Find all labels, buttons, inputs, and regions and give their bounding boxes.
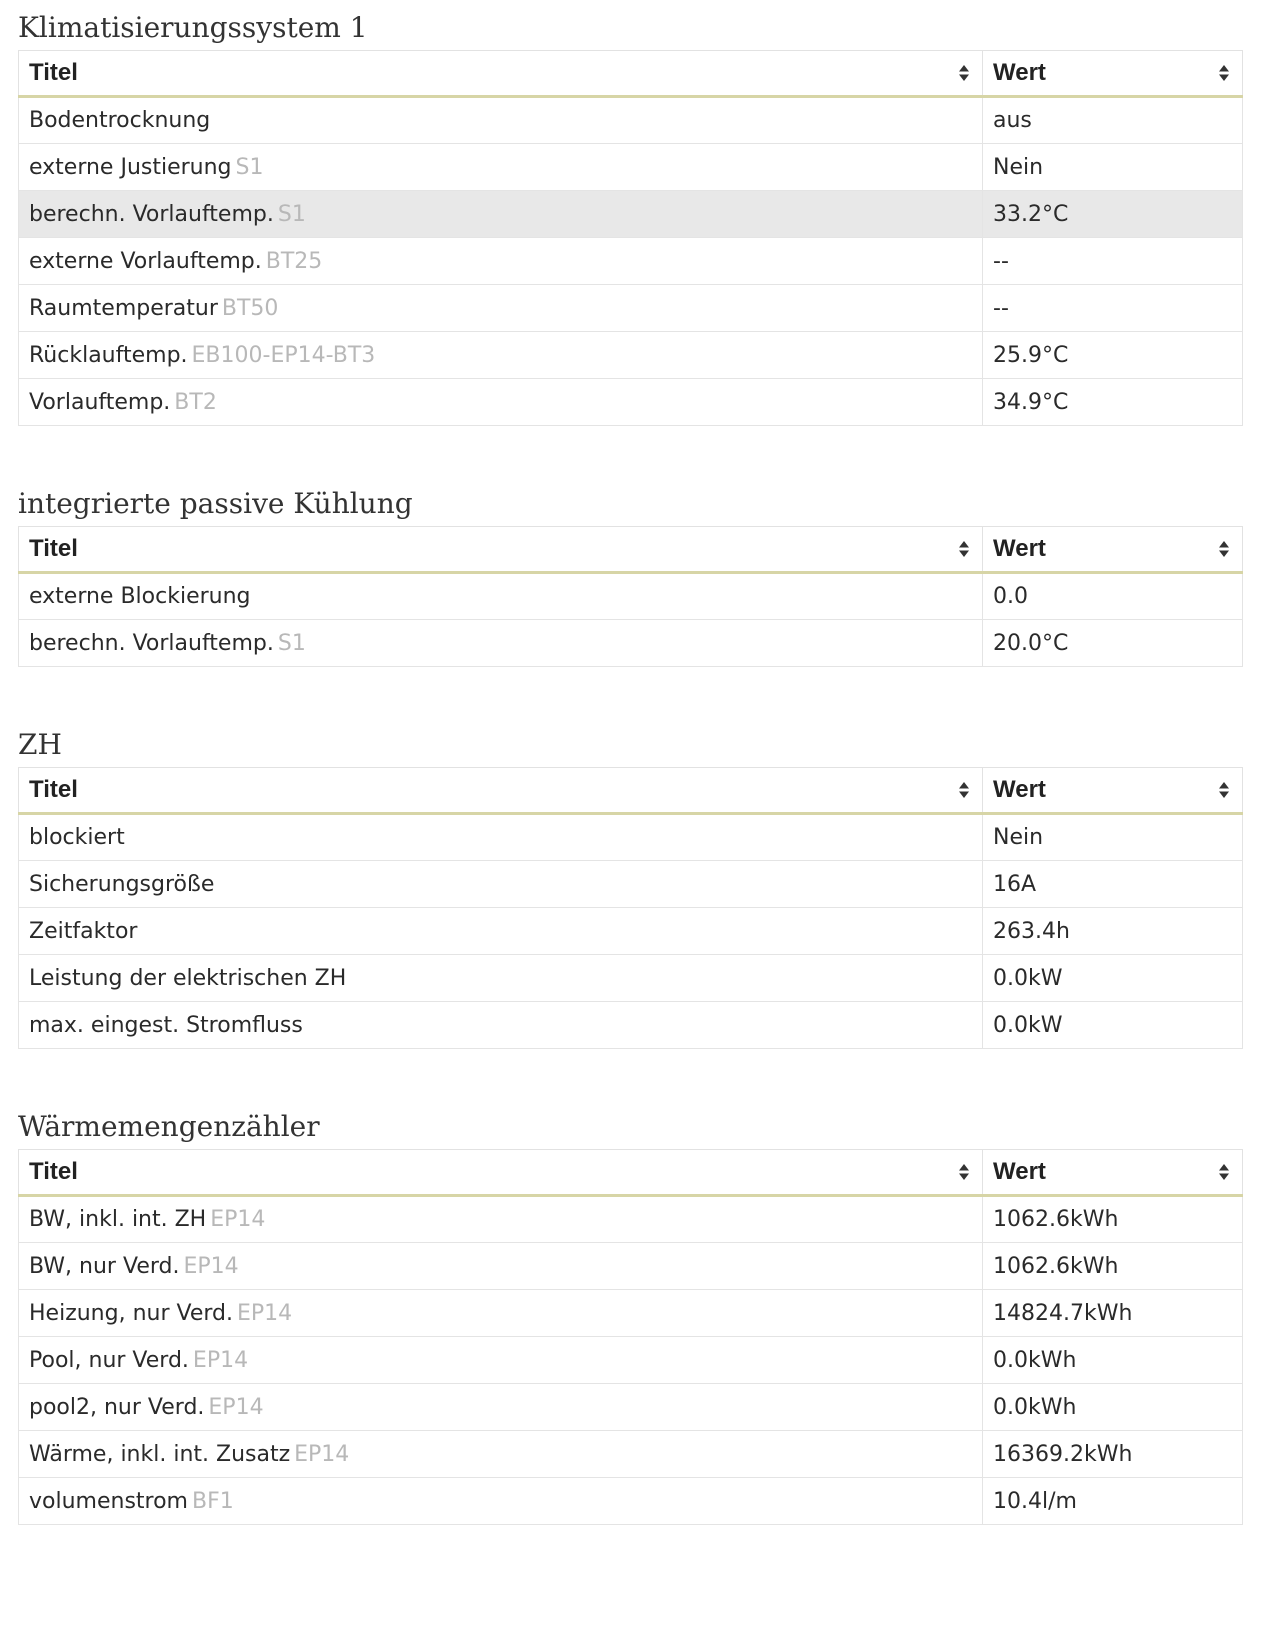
value-cell bbox=[983, 191, 1243, 238]
value-cell bbox=[983, 861, 1243, 908]
sort-both-icon[interactable] bbox=[1218, 781, 1230, 799]
column-header-label: Wert bbox=[993, 535, 1046, 562]
row-label: Bodentrocknung bbox=[29, 108, 211, 133]
value-cell bbox=[983, 1431, 1243, 1478]
data-table bbox=[18, 1149, 1243, 1525]
row-value: Nein bbox=[993, 825, 1044, 850]
table-row bbox=[19, 238, 1243, 285]
section-title: Klimatisierungssystem 1 bbox=[18, 11, 368, 44]
column-header-label: Wert bbox=[993, 1158, 1046, 1185]
row-value: 16A bbox=[993, 871, 1037, 897]
row-label: externe Blockierung bbox=[29, 584, 251, 609]
row-value: -- bbox=[993, 295, 1009, 321]
value-cell bbox=[983, 238, 1243, 285]
value-cell bbox=[983, 1243, 1243, 1290]
table-row bbox=[19, 908, 1243, 955]
title-cell bbox=[19, 144, 983, 191]
value-cell bbox=[983, 620, 1243, 667]
row-value: 33.2°C bbox=[993, 201, 1069, 227]
sensor-id: BF1 bbox=[191, 1488, 234, 1514]
table-row bbox=[19, 814, 1243, 861]
column-header-titel[interactable] bbox=[19, 1150, 983, 1196]
column-header-label: Titel bbox=[29, 776, 78, 803]
row-value: 0.0kWh bbox=[993, 1394, 1077, 1420]
table-row bbox=[19, 620, 1243, 667]
sensor-id: S1 bbox=[235, 154, 264, 180]
row-value: 1062.6kWh bbox=[993, 1207, 1119, 1232]
row-label: BW, nur Verd. bbox=[29, 1253, 180, 1279]
data-table bbox=[18, 767, 1243, 1049]
sensor-id: BT50 bbox=[221, 295, 279, 321]
table-header-row bbox=[19, 1150, 1243, 1196]
sensor-id: EP14 bbox=[210, 1207, 266, 1232]
sort-both-icon[interactable] bbox=[1218, 64, 1230, 82]
title-cell bbox=[19, 1196, 983, 1243]
table-header-row bbox=[19, 527, 1243, 573]
title-cell bbox=[19, 1431, 983, 1478]
title-cell bbox=[19, 908, 983, 955]
sensor-id: EP14 bbox=[237, 1300, 293, 1326]
column-header-label: Titel bbox=[29, 59, 78, 86]
value-cell bbox=[983, 1196, 1243, 1243]
title-cell bbox=[19, 97, 983, 144]
column-header-titel[interactable] bbox=[19, 51, 983, 97]
sensor-id: S1 bbox=[277, 630, 306, 656]
row-value: -- bbox=[993, 248, 1009, 274]
value-cell bbox=[983, 1478, 1243, 1525]
table-row bbox=[19, 379, 1243, 426]
row-value: 0.0kW bbox=[993, 965, 1063, 991]
column-header-wert[interactable] bbox=[983, 51, 1243, 97]
row-label: Pool, nur Verd. bbox=[29, 1347, 189, 1373]
table-row bbox=[19, 97, 1243, 144]
table-row bbox=[19, 955, 1243, 1002]
row-value: 14824.7kWh bbox=[993, 1300, 1133, 1326]
row-value: aus bbox=[993, 108, 1032, 133]
table-row bbox=[19, 1243, 1243, 1290]
table-row bbox=[19, 332, 1243, 379]
column-header-titel[interactable] bbox=[19, 527, 983, 573]
row-label: BW, inkl. int. ZH bbox=[29, 1207, 207, 1232]
row-label: Sicherungsgröße bbox=[29, 871, 215, 897]
row-value: 263.4h bbox=[993, 918, 1070, 944]
sensor-id: BT2 bbox=[174, 389, 217, 415]
row-value: 25.9°C bbox=[993, 342, 1069, 368]
column-header-titel[interactable] bbox=[19, 768, 983, 814]
row-label: Heizung, nur Verd. bbox=[29, 1300, 233, 1326]
column-header-wert[interactable] bbox=[983, 527, 1243, 573]
table-header-row bbox=[19, 51, 1243, 97]
row-label: Wärme, inkl. int. Zusatz bbox=[29, 1441, 291, 1467]
value-cell bbox=[983, 1337, 1243, 1384]
title-cell bbox=[19, 285, 983, 332]
row-value: 0.0kWh bbox=[993, 1347, 1077, 1373]
row-label: blockiert bbox=[29, 825, 125, 850]
sensor-id: EP14 bbox=[208, 1394, 264, 1420]
row-label: Zeitfaktor bbox=[29, 918, 138, 944]
sort-both-icon[interactable] bbox=[1218, 1163, 1230, 1181]
section-title: ZH bbox=[18, 728, 62, 761]
table-row bbox=[19, 1478, 1243, 1525]
value-cell bbox=[983, 144, 1243, 191]
sort-both-icon[interactable] bbox=[1218, 540, 1230, 558]
row-label: berechn. Vorlauftemp. bbox=[29, 630, 274, 656]
row-label: externe Justierung bbox=[29, 154, 232, 180]
column-header-label: Titel bbox=[29, 535, 78, 562]
sort-both-icon[interactable] bbox=[958, 781, 970, 799]
value-cell bbox=[983, 332, 1243, 379]
table-row bbox=[19, 573, 1243, 620]
table-row bbox=[19, 1384, 1243, 1431]
table-row bbox=[19, 1002, 1243, 1049]
value-cell bbox=[983, 97, 1243, 144]
data-table bbox=[18, 50, 1243, 426]
table-row bbox=[19, 1431, 1243, 1478]
value-cell bbox=[983, 908, 1243, 955]
row-label: Vorlauftemp. bbox=[29, 389, 171, 415]
row-value: 20.0°C bbox=[993, 630, 1069, 656]
value-cell bbox=[983, 955, 1243, 1002]
table-header-row bbox=[19, 768, 1243, 814]
row-value: 16369.2kWh bbox=[993, 1441, 1133, 1467]
title-cell bbox=[19, 238, 983, 285]
column-header-wert[interactable] bbox=[983, 768, 1243, 814]
row-label: max. eingest. Stromfluss bbox=[29, 1012, 303, 1038]
row-value: 10.4l/m bbox=[993, 1488, 1077, 1514]
value-cell bbox=[983, 573, 1243, 620]
sort-both-icon[interactable] bbox=[958, 540, 970, 558]
sensor-id: EP14 bbox=[294, 1441, 350, 1467]
table-row bbox=[19, 1337, 1243, 1384]
sort-both-icon[interactable] bbox=[958, 64, 970, 82]
row-label: berechn. Vorlauftemp. bbox=[29, 201, 274, 227]
title-cell bbox=[19, 1290, 983, 1337]
row-value: 0.0kW bbox=[993, 1012, 1063, 1038]
title-cell bbox=[19, 1478, 983, 1525]
section-title: integrierte passive Kühlung bbox=[18, 487, 413, 520]
column-header-label: Titel bbox=[29, 1158, 78, 1185]
table-row bbox=[19, 1290, 1243, 1337]
title-cell bbox=[19, 955, 983, 1002]
title-cell bbox=[19, 191, 983, 238]
row-label: volumenstrom bbox=[29, 1488, 188, 1514]
value-cell bbox=[983, 285, 1243, 332]
row-value: 0.0 bbox=[993, 584, 1028, 609]
title-cell bbox=[19, 332, 983, 379]
title-cell bbox=[19, 620, 983, 667]
column-header-label: Wert bbox=[993, 59, 1046, 86]
row-label: pool2, nur Verd. bbox=[29, 1394, 205, 1420]
title-cell bbox=[19, 1384, 983, 1431]
table-row bbox=[19, 1196, 1243, 1243]
sensor-id: S1 bbox=[277, 201, 306, 227]
title-cell bbox=[19, 1002, 983, 1049]
value-cell bbox=[983, 379, 1243, 426]
row-value: 34.9°C bbox=[993, 389, 1069, 415]
row-label: externe Vorlauftemp. bbox=[29, 248, 262, 274]
sensor-id: EP14 bbox=[192, 1347, 249, 1373]
table-row bbox=[19, 285, 1243, 332]
table-row bbox=[19, 144, 1243, 191]
title-cell bbox=[19, 379, 983, 426]
sensor-id: EP14 bbox=[183, 1253, 239, 1279]
section-title: Wärmemengenzähler bbox=[18, 1110, 320, 1143]
row-label: Raumtemperatur bbox=[29, 295, 218, 321]
value-cell bbox=[983, 1002, 1243, 1049]
sensor-id: EB100-EP14-BT3 bbox=[191, 342, 376, 368]
title-cell bbox=[19, 573, 983, 620]
page-content bbox=[18, 0, 1242, 1575]
column-header-wert[interactable] bbox=[983, 1150, 1243, 1196]
title-cell bbox=[19, 861, 983, 908]
column-header-label: Wert bbox=[993, 776, 1046, 803]
row-label: Leistung der elektrischen ZH bbox=[29, 965, 347, 991]
title-cell bbox=[19, 1337, 983, 1384]
table-row bbox=[19, 861, 1243, 908]
title-cell bbox=[19, 814, 983, 861]
value-cell bbox=[983, 1290, 1243, 1337]
sensor-id: BT25 bbox=[265, 248, 323, 274]
value-cell bbox=[983, 814, 1243, 861]
title-cell bbox=[19, 1243, 983, 1290]
sort-both-icon[interactable] bbox=[958, 1163, 970, 1181]
data-table bbox=[18, 526, 1243, 667]
value-cell bbox=[983, 1384, 1243, 1431]
row-value: Nein bbox=[993, 154, 1044, 180]
row-label: Rücklauftemp. bbox=[29, 342, 188, 368]
row-value: 1062.6kWh bbox=[993, 1253, 1119, 1279]
table-row bbox=[19, 191, 1243, 238]
